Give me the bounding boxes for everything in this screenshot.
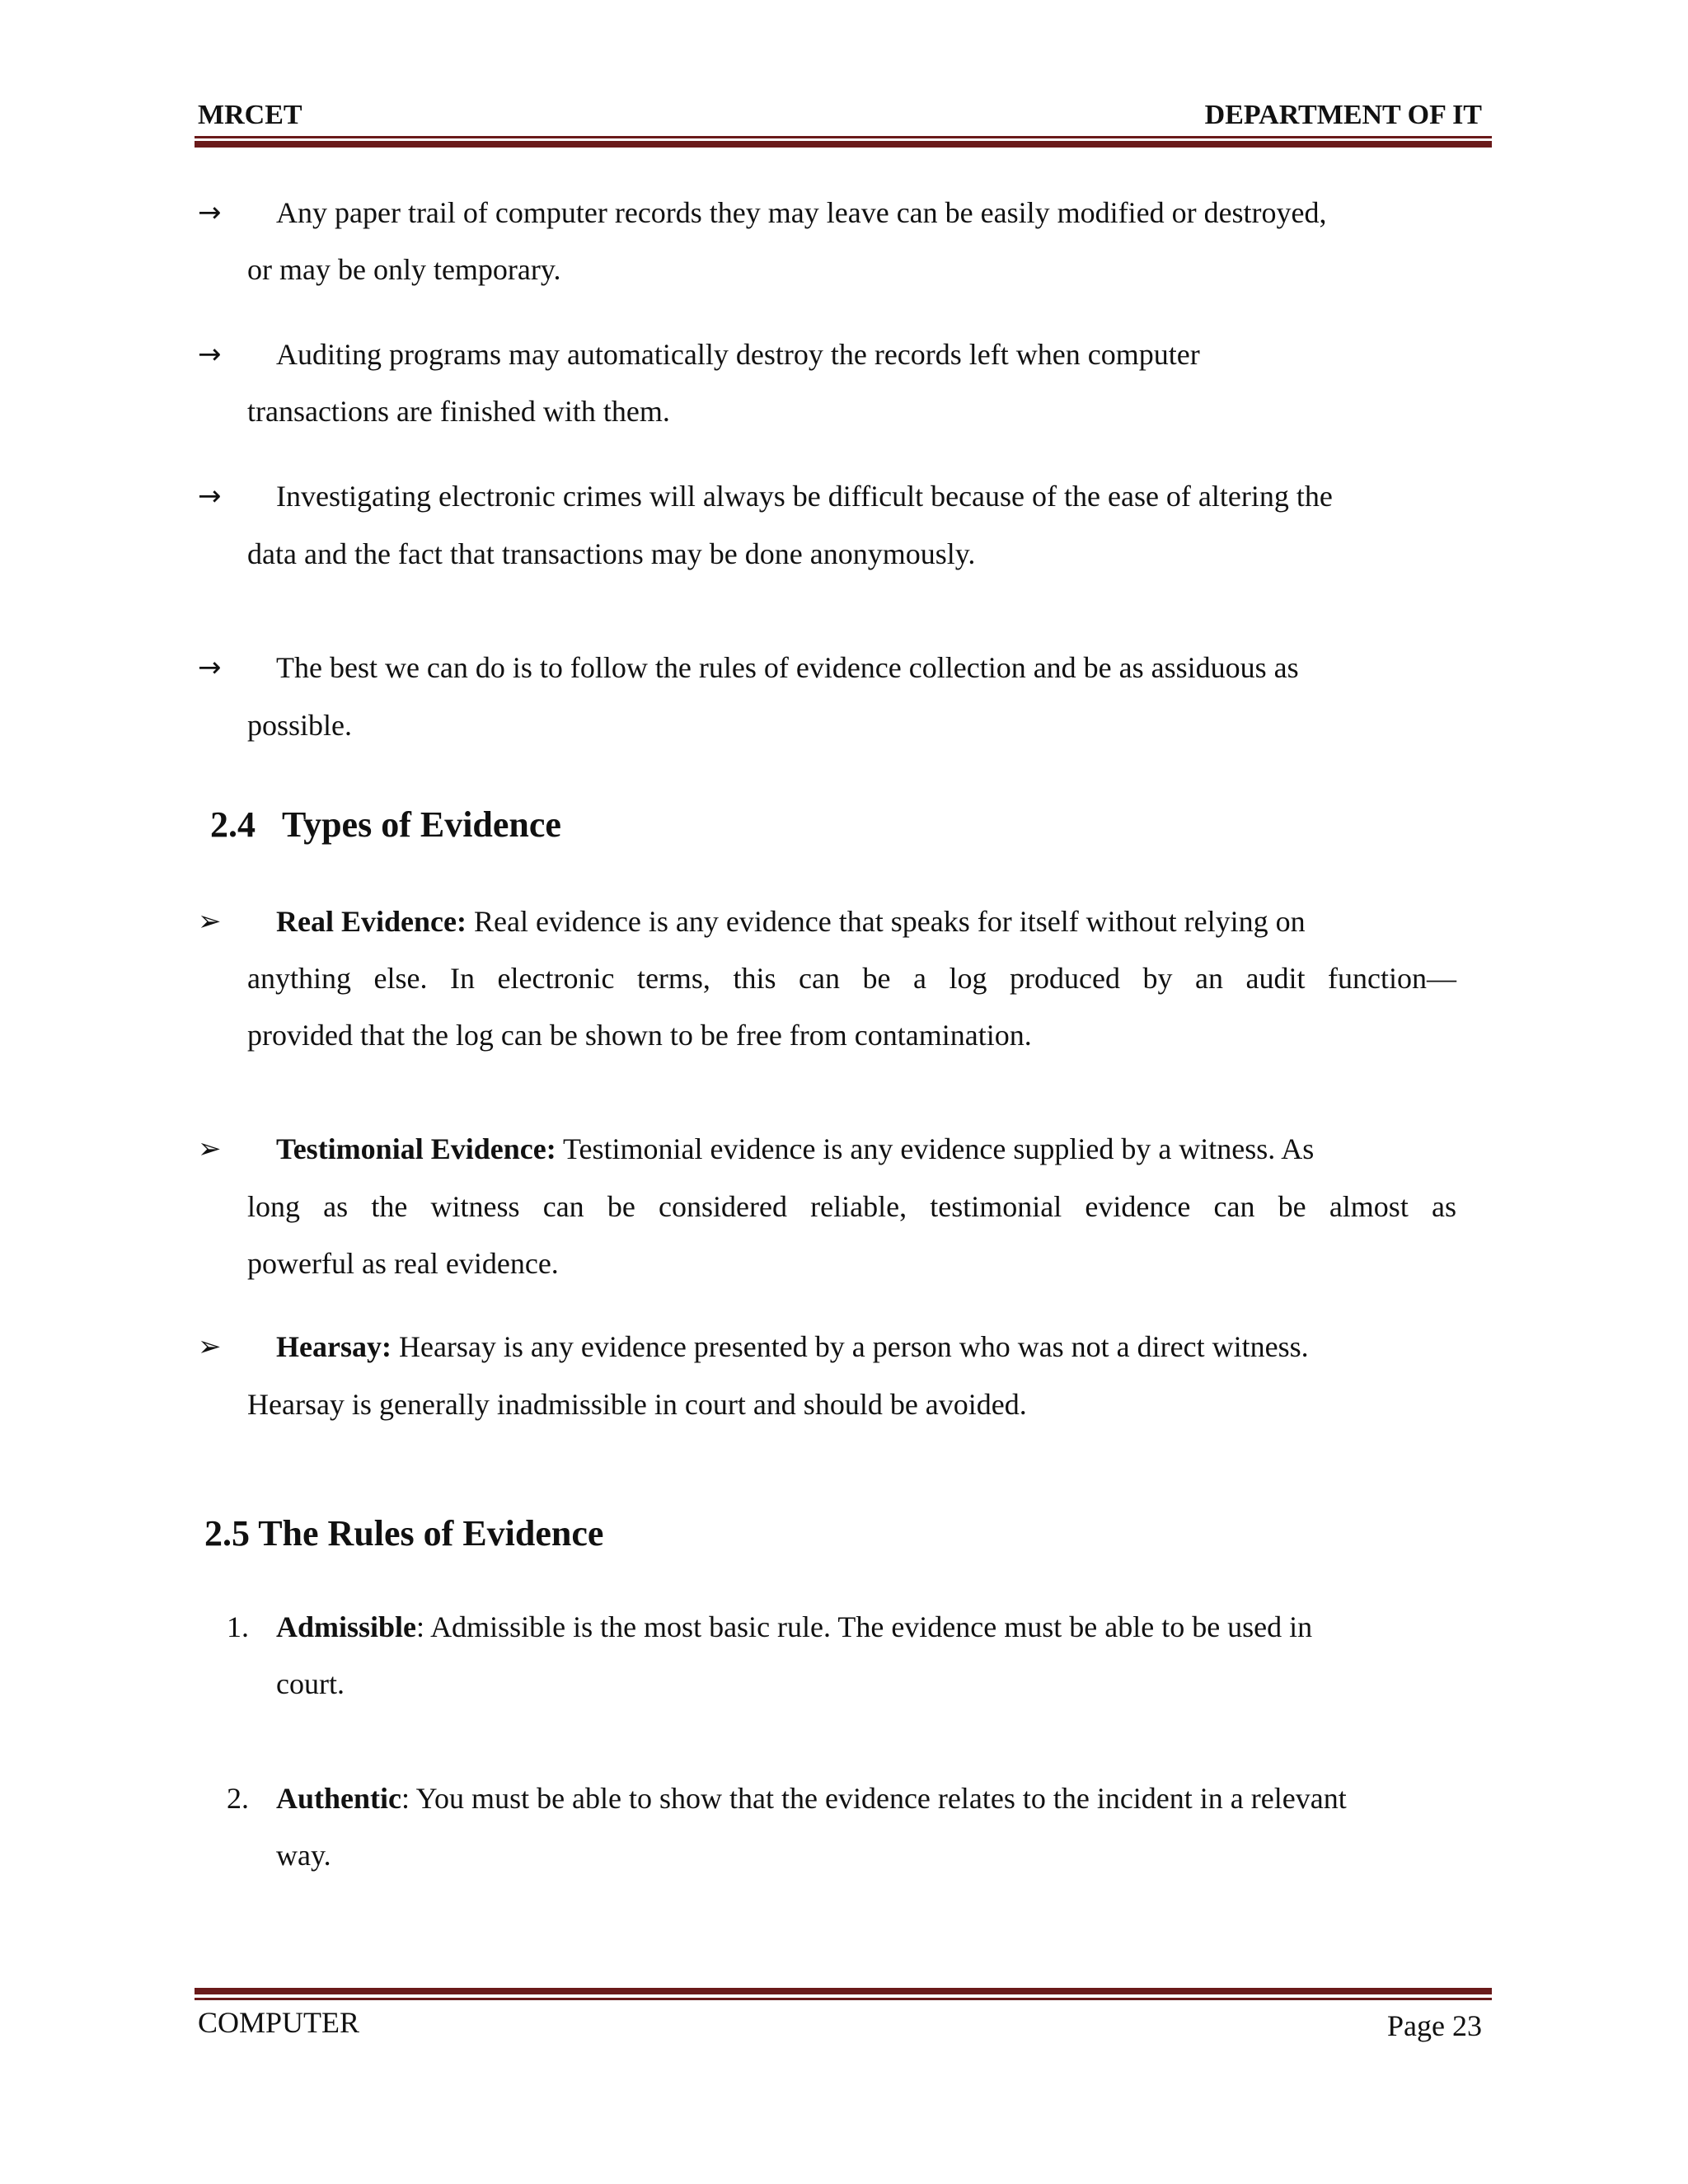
footer-left-text: COMPUTER <box>198 2006 360 2039</box>
evidence-item-line <box>276 1131 1456 1167</box>
section-heading-2-4 <box>210 804 561 846</box>
bullet-text-line: Investigating electronic crimes will always be difficult because of the ease of altering the <box>276 480 1333 513</box>
rule-item-line <box>276 1780 1347 1816</box>
evidence-text-line: powerful as real evidence. <box>247 1247 559 1280</box>
right-arrow-icon: → <box>198 651 222 684</box>
section-heading-2-5: 2.5 The Rules of Evidence <box>204 1513 604 1554</box>
page-number: Page 23 <box>1387 2009 1482 2042</box>
arrowhead-bullet-icon: ➢ <box>198 1330 222 1363</box>
rule-number: 2. <box>227 1782 249 1815</box>
header-left-title: MRCET <box>198 100 302 130</box>
header-rule-thick <box>195 141 1492 148</box>
header-rule-thin <box>195 136 1492 138</box>
footer-rule-thin <box>195 1998 1492 2000</box>
evidence-text-line: anything else. In electronic terms, this can be a log produced by an audit function— <box>247 962 1456 995</box>
rule-text: : You must be able to show that the evidence relates to the incident in a relevant <box>401 1782 1347 1815</box>
rule-text: : Admissible is the most basic rule. The evidence must be able to be used in <box>416 1610 1313 1643</box>
evidence-text: Hearsay is any evidence presented by a person who was not a direct witness. <box>398 1330 1309 1363</box>
bullet-text-line: possible. <box>247 709 353 742</box>
rule-term: Admissible <box>276 1610 417 1643</box>
right-arrow-icon: → <box>198 480 222 513</box>
section-title: Types of Evidence <box>282 804 561 845</box>
arrowhead-bullet-icon: ➢ <box>198 1132 222 1165</box>
evidence-text: Testimonial evidence is any evidence supplied by a witness. As <box>563 1132 1315 1165</box>
evidence-text-line: Hearsay is generally inadmissible in court and should be avoided. <box>247 1388 1027 1421</box>
evidence-term: Hearsay: <box>276 1330 392 1363</box>
evidence-item-line <box>276 903 1456 940</box>
section-number: 2.4 <box>210 804 256 845</box>
rule-term: Authentic <box>276 1782 401 1815</box>
bullet-text-line: transactions are finished with them. <box>247 395 670 428</box>
right-arrow-icon: → <box>198 338 222 371</box>
evidence-text: Real evidence is any evidence that speaks for itself without relying on <box>473 905 1306 938</box>
rule-number: 1. <box>227 1610 249 1643</box>
bullet-text-line: data and the fact that transactions may be done anonymously. <box>247 537 976 570</box>
evidence-text-line: provided that the log can be shown to be free from contamination. <box>247 1019 1032 1052</box>
bullet-text-line: or may be only temporary. <box>247 253 561 286</box>
arrowhead-bullet-icon: ➢ <box>198 905 222 938</box>
evidence-term: Testimonial Evidence: <box>276 1132 556 1165</box>
rule-text-line: court. <box>276 1667 345 1700</box>
bullet-text-line: Auditing programs may automatically destroy the records left when computer <box>276 338 1200 371</box>
right-arrow-icon: → <box>198 196 222 229</box>
evidence-text-line: long as the witness can be considered reliable, testimonial evidence can be almost as <box>247 1190 1456 1223</box>
rule-item-line <box>276 1609 1312 1645</box>
bullet-text-line: The best we can do is to follow the rules of evidence collection and be as assiduous as <box>276 651 1299 684</box>
header-right-title: DEPARTMENT OF IT <box>1204 100 1482 130</box>
evidence-item-line <box>276 1329 1456 1365</box>
bullet-text-line: Any paper trail of computer records they may leave can be easily modified or destroyed, <box>276 196 1327 229</box>
evidence-term: Real Evidence: <box>276 905 467 938</box>
rule-text-line: way. <box>276 1839 331 1872</box>
footer-rule-thick <box>195 1988 1492 1994</box>
